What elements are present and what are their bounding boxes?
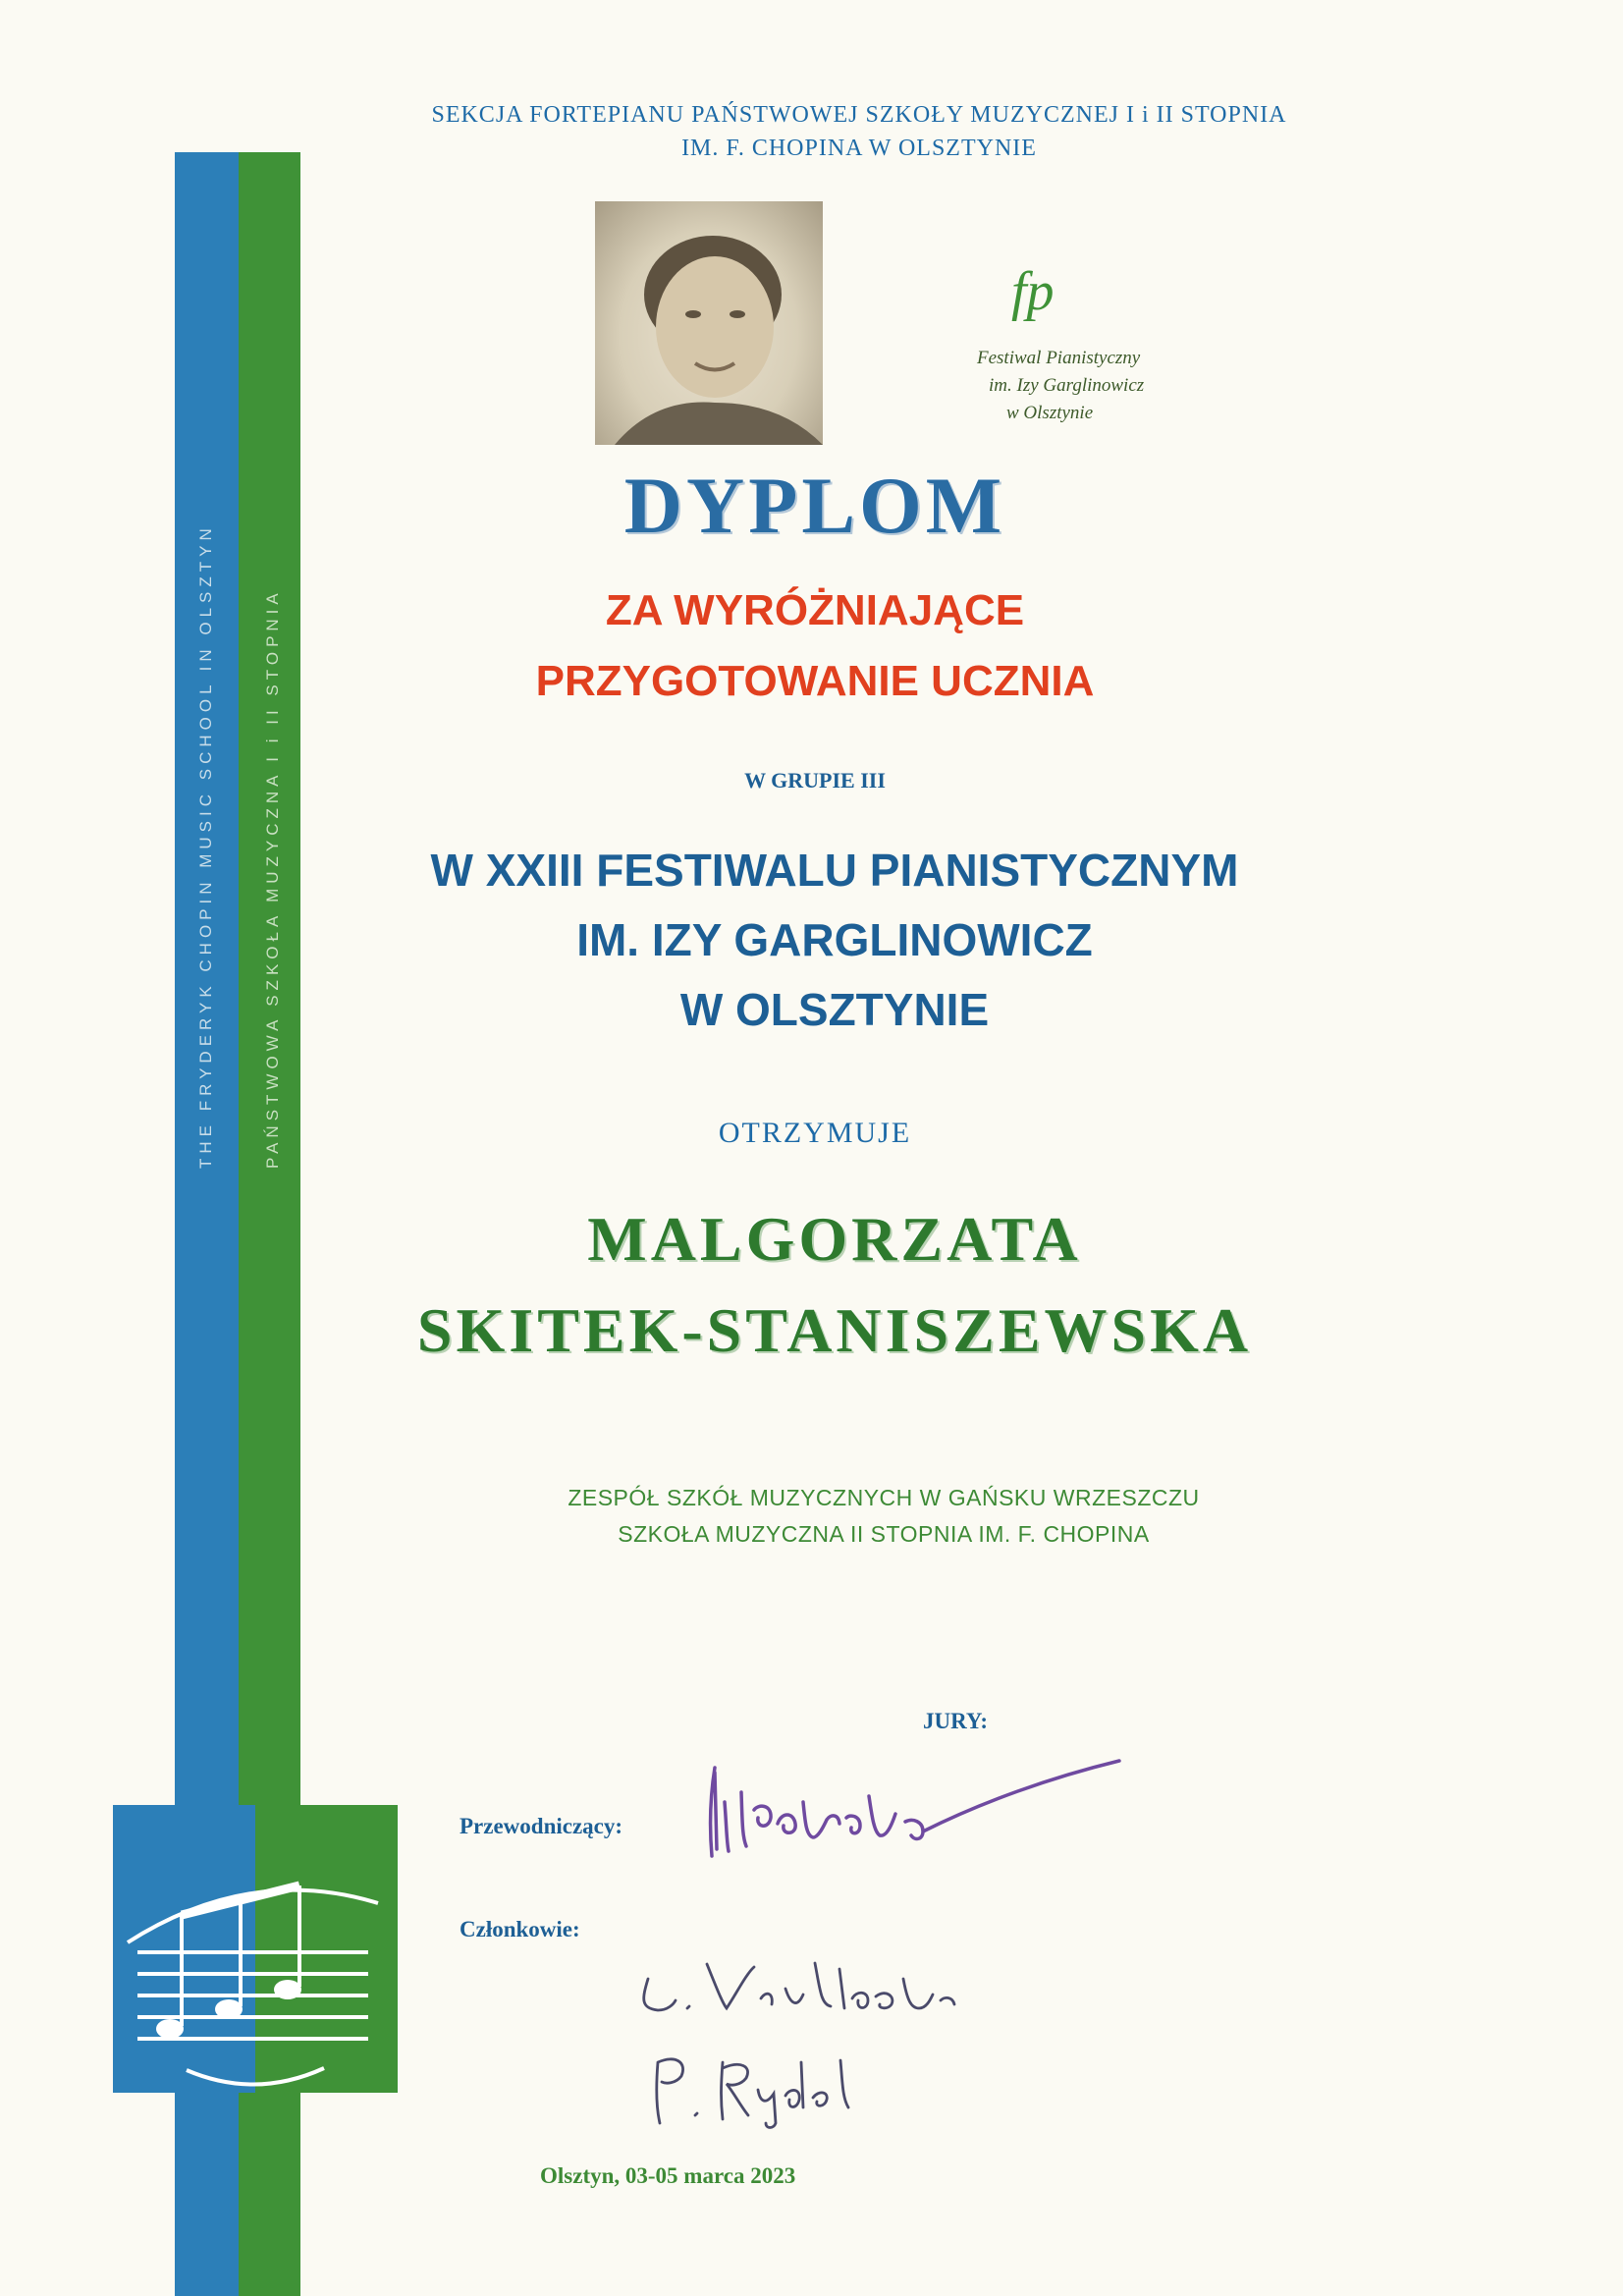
diploma-title: DYPLOM xyxy=(623,461,1006,550)
festival-logo-line-2: im. Izy Garglinowicz xyxy=(989,375,1145,396)
festival-line-1: W XXIII FESTIWALU PIANISTYCZNYM xyxy=(430,845,1239,896)
festival-monogram: fp xyxy=(1011,261,1055,322)
award-line-2: PRZYGOTOWANIE UCZNIA xyxy=(535,657,1095,705)
school-line-2: SZKOŁA MUZYCZNA II STOPNIA IM. F. CHOPINA xyxy=(618,1521,1150,1547)
header-line-1: SEKCJA FORTEPIANU PAŃSTWOWEJ SZKOŁY MUZYCZNEJ I i II STOPNIA xyxy=(431,102,1287,128)
group-label: W GRUPIE III xyxy=(744,768,886,793)
portrait-photo xyxy=(595,201,823,445)
festival-logo xyxy=(967,241,1163,437)
member-1-signature xyxy=(628,1940,982,2028)
green-bar-text: PAŃSTWOWA SZKOŁA MUZYCZNA I i II STOPNIA xyxy=(263,588,282,1169)
music-school-logo xyxy=(113,1805,398,2093)
chair-signature xyxy=(687,1733,1129,1871)
festival-line-3: W OLSZTYNIE xyxy=(679,984,990,1035)
header xyxy=(295,98,1424,165)
festival-logo-line-3: w Olsztynie xyxy=(1006,403,1094,423)
header-line-2: IM. F. CHOPINA W OLSZTYNIE xyxy=(681,136,1037,161)
festival-line-2: IM. IZY GARGLINOWICZ xyxy=(576,914,1093,965)
jury-heading: JURY: xyxy=(923,1709,989,1733)
receives-label: OTRZYMUJE xyxy=(718,1117,912,1149)
member-2-signature xyxy=(636,2033,882,2131)
award-line-1: ZA WYRÓŻNIAJĄCE xyxy=(605,586,1025,634)
school-line-1: ZESPÓŁ SZKÓŁ MUZYCZNYCH W GAŃSKU WRZESZCZU xyxy=(568,1485,1200,1510)
chair-label: Przewodniczący: xyxy=(460,1814,623,1838)
recipient-first-name: MALGORZATA xyxy=(587,1204,1082,1274)
portrait-icon xyxy=(595,201,823,445)
place-and-date: Olsztyn, 03-05 marca 2023 xyxy=(540,2163,796,2188)
blue-bar-text: THE FRYDERYK CHOPIN MUSIC SCHOOL IN OLSZTYN xyxy=(196,523,215,1169)
festival-logo-line-1: Festiwal Pianistyczny xyxy=(977,348,1141,368)
recipient-last-name: SKITEK-STANISZEWSKA xyxy=(416,1295,1253,1365)
members-label: Członkowie: xyxy=(460,1917,580,1941)
